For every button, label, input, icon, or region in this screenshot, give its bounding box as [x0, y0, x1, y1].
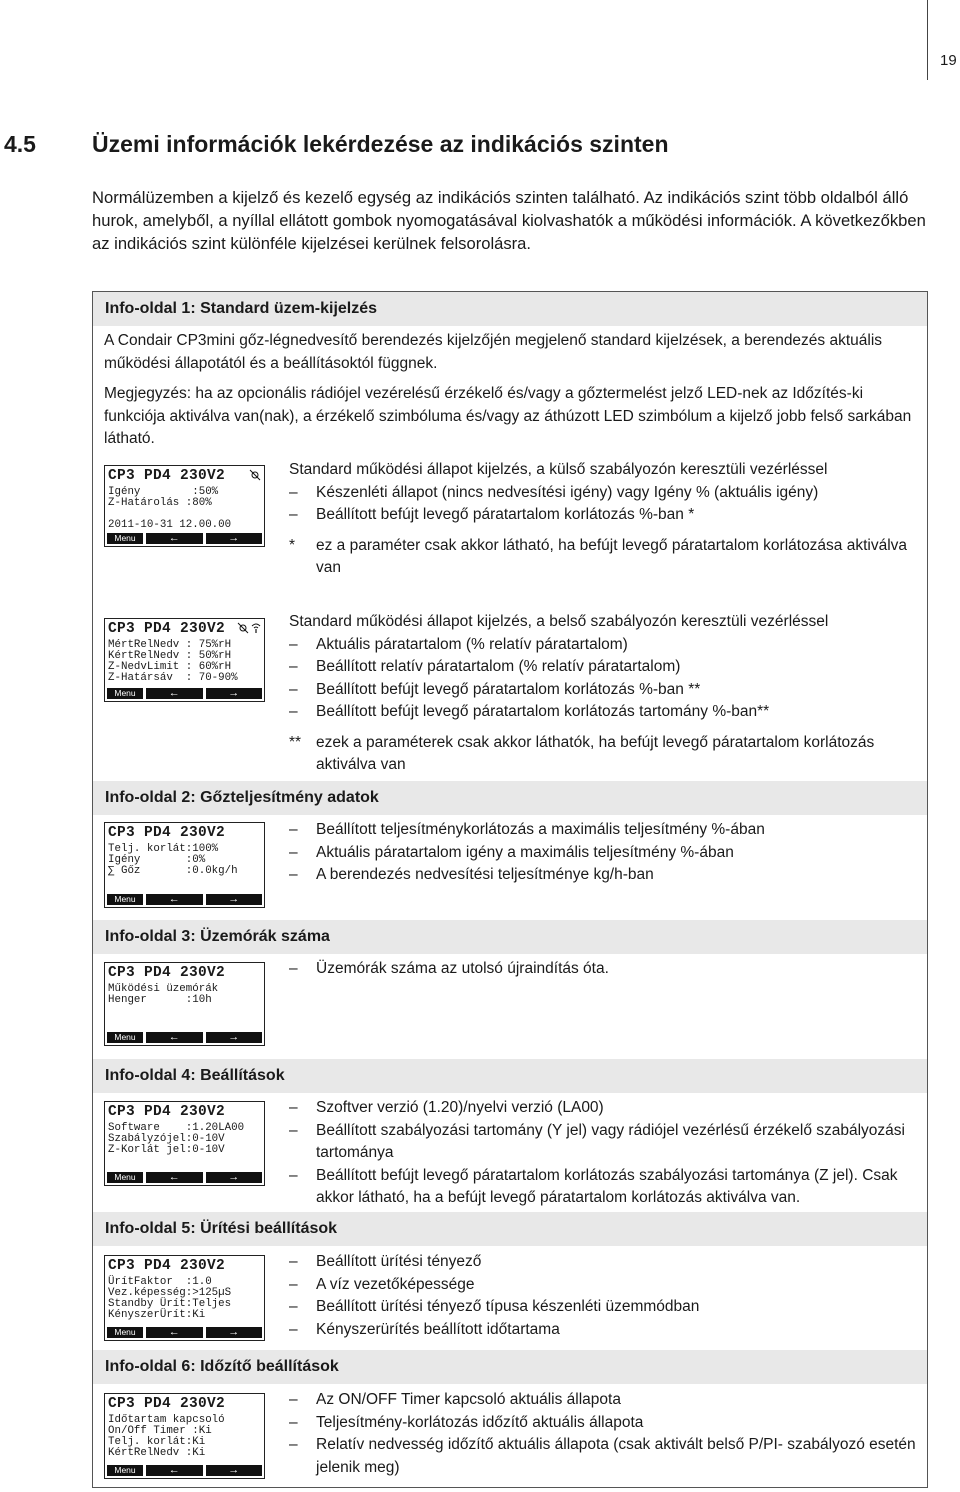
lcd-line: Időtartam kapcsoló [108, 1414, 225, 1426]
desc-item: – Beállított teljesítménykorlátozás a maximális teljesítmény %-ában [289, 819, 929, 842]
lcd-line: Standby Ürít:Teljes [108, 1298, 232, 1310]
right-arrow-button[interactable]: → [206, 688, 263, 699]
lcd-line: Működési üzemórák [108, 983, 219, 995]
left-arrow-button[interactable]: ← [146, 894, 203, 905]
info6-heading-band [93, 1350, 927, 1384]
left-arrow-button[interactable]: ← [146, 1465, 203, 1476]
desc-item: – A berendezés nedvesítési teljesítménye kg/h-ban [289, 864, 929, 887]
info3-heading: Info-oldal 3: Üzemórák száma [105, 928, 330, 945]
desc-item: – Beállított befújt levegő páratartalom korlátozás szabályozási tartománya (Z jel). Csak akkor látható, ha a befújt levegő páratartalom korlátozás aktiválva van. [289, 1165, 929, 1210]
lcd-button-bar [107, 894, 262, 905]
lcd-title: CP3 PD4 230V2 [108, 965, 226, 981]
desc-note [289, 535, 929, 580]
desc-item: – Teljesítmény-korlátozás időzítő aktuális állapota [289, 1412, 929, 1435]
desc-item: – Beállított befújt levegő páratartalom korlátozás %-ban * [289, 504, 929, 527]
page-number: 19 [940, 52, 957, 69]
info4-desc [289, 1097, 929, 1210]
lcd-info1-internal [104, 618, 265, 702]
lcd-line: On/Off Timer :Ki [108, 1425, 212, 1437]
desc-item: – Az ON/OFF Timer kapcsoló aktuális állapota [289, 1389, 929, 1412]
lcd-button-bar [107, 688, 262, 699]
info4-heading-band [93, 1059, 927, 1093]
left-arrow-button[interactable]: ← [146, 1327, 203, 1338]
info6-heading: Info-oldal 6: Időzítő beállítások [105, 1358, 339, 1375]
section-title: Üzemi információk lekérdezése az indikációs szinten [92, 131, 669, 157]
desc-item: – Aktuális páratartalom (% relatív páratartalom) [289, 634, 929, 657]
info5-heading: Info-oldal 5: Ürítési beállítások [105, 1220, 338, 1237]
desc-item: – A víz vezetőképessége [289, 1274, 929, 1297]
lcd-info1-external [104, 465, 265, 547]
lcd-line: Software :1.20LA00 [108, 1122, 245, 1134]
desc-item: – Beállított ürítési tényező [289, 1251, 929, 1274]
desc-item: – Beállított befújt levegő páratartalom korlátozás tartomány %-ban** [289, 701, 929, 724]
menu-button[interactable]: Menu [107, 1032, 143, 1043]
sensor-icon [249, 469, 261, 484]
right-arrow-button[interactable]: → [206, 533, 263, 544]
lcd-line: ∑ Gőz :0.0kg/h [108, 865, 238, 877]
lcd-info3 [104, 962, 265, 1046]
lcd-line: Telj. korlát:Ki [108, 1436, 206, 1448]
desc-item: – Beállított szabályozási tartomány (Y jel) vagy rádiójel vezérlésű érzékelő szabályozási tartománya [289, 1120, 929, 1165]
lcd-line: 2011-10-31 12.00.00 [108, 519, 232, 531]
note-mark: ** [289, 733, 302, 751]
lcd-line: KértRelNedv :Ki [108, 1447, 206, 1459]
info2-desc [289, 819, 929, 887]
right-arrow-button[interactable]: → [206, 894, 263, 905]
section-intro: Normálüzemben a kijelző és kezelő egység az indikációs szinten található. Az indikációs szint több oldalból álló hurok, amelyből, a nyíllal ellátott gombok nyomogatásával kiolvashatók a működési információk. A következőkben az indikációs szint különféle kijelzései kerülnek felsorolásra. [92, 188, 926, 253]
lcd-title: CP3 PD4 230V2 [108, 1258, 226, 1274]
lcd-line: Z-NedvLimit : 60%rH [108, 661, 232, 673]
lcd-button-bar [107, 1327, 262, 1338]
lcd-line: KényszerÜrít:Ki [108, 1309, 206, 1321]
lcd-info4 [104, 1101, 265, 1186]
menu-button[interactable]: Menu [107, 1327, 143, 1338]
note-text: ez a paraméter csak akkor látható, ha befújt levegő páratartalom korlátozása aktiválva van [316, 536, 908, 576]
left-arrow-button[interactable]: ← [146, 1032, 203, 1043]
note-mark: * [289, 536, 296, 554]
desc-item: – Beállított relatív páratartalom (% relatív páratartalom) [289, 656, 929, 679]
info5-heading-band [93, 1212, 927, 1246]
info1-desc-external [289, 459, 929, 580]
lcd-info5 [104, 1255, 265, 1341]
lcd-title: CP3 PD4 230V2 [108, 1396, 226, 1412]
lcd-button-bar [107, 1172, 262, 1183]
info4-heading: Info-oldal 4: Beállítások [105, 1067, 285, 1084]
lcd-button-bar [107, 1032, 262, 1043]
desc-item: – Beállított ürítési tényező típusa készenléti üzemmódban [289, 1296, 929, 1319]
lcd-line: Szabályzójel:0-10V [108, 1133, 225, 1145]
left-arrow-button[interactable]: ← [146, 1172, 203, 1183]
menu-button[interactable]: Menu [107, 1465, 143, 1476]
desc-item: – Szoftver verzió (1.20)/nyelvi verzió (LA00) [289, 1097, 929, 1120]
lcd-line: ÜrítFaktor :1.0 [108, 1276, 212, 1288]
lcd-line: Telj. korlát:100% [108, 843, 219, 855]
right-arrow-button[interactable]: → [206, 1172, 263, 1183]
info5-desc [289, 1251, 929, 1341]
right-arrow-button[interactable]: → [206, 1327, 263, 1338]
info3-heading-band [93, 920, 927, 954]
info2-heading: Info-oldal 2: Gőzteljesítmény adatok [105, 789, 379, 806]
desc-item: – Üzemórák száma az utolsó újraindítás óta. [289, 958, 929, 981]
info1-para1: A Condair CP3mini gőz-légnedvesítő berendezés kijelzőjén megjelenő standard kijelzések, a berendezés aktuális működési állapotától és a beállításoktól függnek. [104, 332, 883, 372]
desc-item: – Kényszerürítés beállított időtartama [289, 1319, 929, 1342]
lcd-title: CP3 PD4 230V2 [108, 468, 226, 484]
page-edge-rule [927, 0, 928, 80]
lcd-line: Igény :0% [108, 854, 206, 866]
lcd-line: Vez.képesség:>125µS [108, 1287, 232, 1299]
sensor-icon [237, 622, 249, 637]
right-arrow-button[interactable]: → [206, 1465, 263, 1476]
menu-button[interactable]: Menu [107, 533, 143, 544]
info6-desc [289, 1389, 929, 1479]
lcd-title: CP3 PD4 230V2 [108, 621, 226, 637]
lcd-line: Igény :50% [108, 486, 219, 498]
desc-item: – Beállított befújt levegő páratartalom korlátozás %-ban ** [289, 679, 929, 702]
lcd-line: Z-Határsáv : 70-90% [108, 672, 238, 684]
info1-desc-internal [289, 611, 929, 777]
left-arrow-button[interactable]: ← [146, 533, 203, 544]
section-number: 4.5 [4, 131, 36, 157]
lcd-button-bar [107, 533, 262, 544]
menu-button[interactable]: Menu [107, 894, 143, 905]
desc-item: – Relatív nedvesség időzítő aktuális állapota (csak aktivált belső P/PI- szabályozó esetén jelenik meg) [289, 1434, 929, 1479]
left-arrow-button[interactable]: ← [146, 688, 203, 699]
lcd-info6 [104, 1393, 265, 1479]
lcd-line: Z-Korlát jel:0-10V [108, 1144, 225, 1156]
menu-button[interactable]: Menu [107, 1172, 143, 1183]
radio-signal-icon [250, 622, 262, 637]
lcd-info2 [104, 822, 265, 908]
info2-heading-band [93, 781, 927, 815]
desc-item: – Aktuális páratartalom igény a maximális teljesítmény %-ában [289, 842, 929, 865]
lcd-line: Z-Határolás :80% [108, 497, 212, 509]
lcd-line: Henger :10h [108, 994, 212, 1006]
info1-heading: Info-oldal 1: Standard üzem-kijelzés [105, 300, 378, 317]
info1-para2: Megjegyzés: ha az opcionális rádiójel vezérelésű érzékelő és/vagy a gőztermelést jelző LED-nek az Időzítés-ki funkciója aktiválva van(nak), a érzékelő szimbóluma és/vagy az áthúzott LED szimbólum a kijelző jobb felső sarkában látható. [104, 385, 912, 447]
lcd-line: MértRelNedv : 75%rH [108, 639, 232, 651]
desc-title: Standard működési állapot kijelzés, a belső szabályozón keresztüli vezérléssel [289, 613, 829, 630]
right-arrow-button[interactable]: → [206, 1032, 263, 1043]
note-text: ezek a paraméterek csak akkor láthatók, ha befújt levegő páratartalom korlátozás aktiválva van [316, 733, 875, 773]
lcd-button-bar [107, 1465, 262, 1476]
desc-item: – Készenléti állapot (nincs nedvesítési igény) vagy Igény % (aktuális igény) [289, 482, 929, 505]
desc-title: Standard működési állapot kijelzés, a külső szabályozón keresztüli vezérléssel [289, 461, 828, 478]
lcd-title: CP3 PD4 230V2 [108, 1104, 226, 1120]
lcd-line: KértRelNedv : 50%rH [108, 650, 232, 662]
desc-note [289, 732, 929, 777]
lcd-title: CP3 PD4 230V2 [108, 825, 226, 841]
menu-button[interactable]: Menu [107, 688, 143, 699]
info3-desc [289, 958, 929, 981]
info1-heading-band [93, 292, 927, 326]
